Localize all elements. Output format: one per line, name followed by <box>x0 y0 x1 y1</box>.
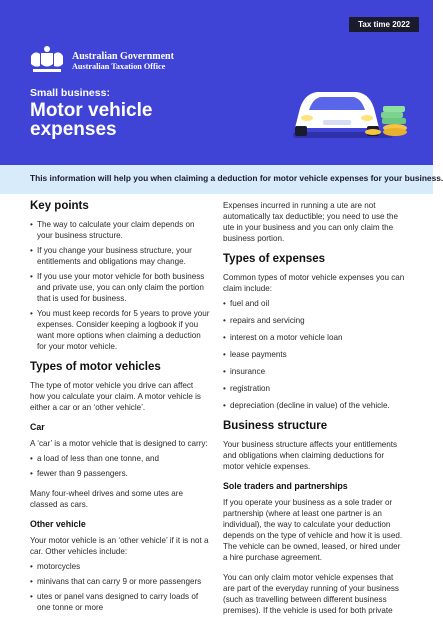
list-item: • fewer than 9 passengers. <box>30 468 210 479</box>
list-item: • depreciation (decline in value) of the vehicle. <box>223 400 406 411</box>
business-structure-heading: Business structure <box>223 420 328 432</box>
list-item: • a load of less than one tonne, and <box>30 453 210 464</box>
list-item: • lease payments <box>223 349 406 360</box>
list-item: • registration <box>223 383 406 394</box>
sole-traders-text-2: You can only claim motor vehicle expenses that are part of the everyday running of your business (such as travelling between different business premises). If the vehicle is used for both private <box>223 573 399 615</box>
car-note: Many four-wheel drives and some utes are classed as cars. <box>30 489 183 509</box>
other-vehicle-text: Your motor vehicle is an ‘other vehicle’ if it is not a car. Other vehicles include: <box>30 536 209 556</box>
business-structure-text: Your business structure affects your entitlements and obligations when claiming deductions for motor vehicle expenses. <box>223 440 398 471</box>
coat-of-arms-icon <box>27 44 67 76</box>
ute-text: Expenses incurred in running a ute are not automatically tax deductible; you need to use the ute in your business and you can only claim the business portion. <box>223 201 399 243</box>
key-points-list <box>30 219 210 352</box>
list-item: • repairs and servicing <box>223 315 406 326</box>
list-item: • interest on a motor vehicle loan <box>223 332 406 343</box>
gov-line2: Australian Taxation Office <box>72 62 166 71</box>
list-item: • The way to calculate your claim depends on your business structure. <box>30 219 210 241</box>
government-wordmark <box>72 52 174 72</box>
sole-traders-text-1: If you operate your business as a sole trader or partnership (where at least one partner is an individual), the way to calculate your deduction depends on the type of vehicle and how it is used. The vehicle can be owned, leased, or hired under a hire purchase agreement. <box>223 498 403 562</box>
list-item: • You must keep records for 5 years to prove your expenses. Consider keeping a logbook if you want more options when claiming a deduction for your motor vehicle. <box>30 308 210 352</box>
types-expenses-text: Common types of motor vehicle expenses you can claim include: <box>223 273 405 293</box>
car-heading: Car <box>30 422 45 432</box>
list-item: • minivans that can carry 9 or more passengers <box>30 576 210 587</box>
tax-time-tag: Tax time 2022 <box>349 17 419 32</box>
key-points-heading: Key points <box>30 200 89 212</box>
types-expenses-heading: Types of expenses <box>223 253 326 265</box>
types-vehicles-heading: Types of motor vehicles <box>30 361 161 373</box>
list-item: • If you use your motor vehicle for both business and private use, you can only claim the portion that is used for business. <box>30 271 210 304</box>
other-vehicle-list <box>30 561 210 613</box>
hero-banner <box>0 0 433 165</box>
list-item: • insurance <box>223 366 406 377</box>
types-vehicles-text: The type of motor vehicle you drive can affect how you calculate your claim. A motor vehicle is either a car or an ‘other vehicle’. <box>30 381 201 412</box>
sole-traders-heading: Sole traders and partnerships <box>223 481 348 491</box>
list-item: • motorcycles <box>30 561 210 572</box>
page-title: Motor vehicle expenses <box>30 100 153 140</box>
list-item: • If you change your business structure, your entitlements and obligations may change. <box>30 245 210 267</box>
intro-band <box>0 165 443 194</box>
expense-list <box>223 298 406 411</box>
list-item: • fuel and oil <box>223 298 406 309</box>
car-text: A ‘car’ is a motor vehicle that is designed to carry: <box>30 439 208 448</box>
car-with-coins-icon <box>285 82 415 142</box>
car-list <box>30 453 210 479</box>
left-column <box>30 200 210 622</box>
list-item: • utes or panel vans designed to carry loads of one tonne or more <box>30 591 210 613</box>
other-vehicle-heading: Other vehicle <box>30 519 86 529</box>
gov-line1: Australian Government <box>72 51 174 62</box>
kicker: Small business: <box>30 87 110 99</box>
intro-text: This information will help you when claiming a deduction for motor vehicle expenses for your business. <box>30 173 443 183</box>
right-column <box>223 200 406 625</box>
